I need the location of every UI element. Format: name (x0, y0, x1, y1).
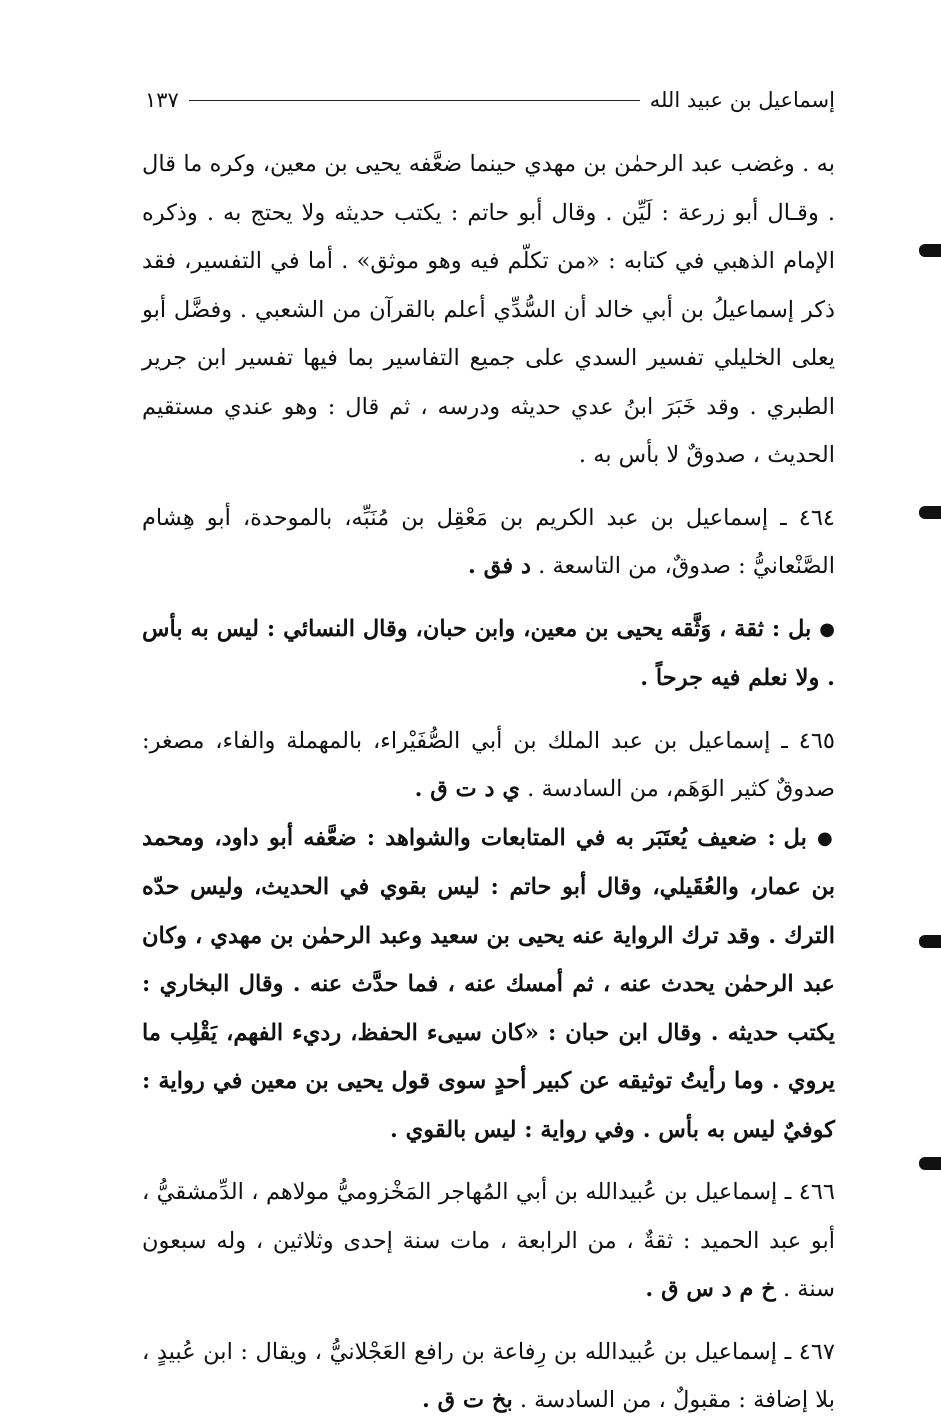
paragraph-text: به . وغضب عبد الرحمٰن بن مهدي حينما ضعَّفه يحيى بن معين، وكره ما قال . وقـال أبو زرعة : لَيِّن . وقال أبو حاتم : يكتب حديثه ولا يحتج به . وذكره الإمام الذهبي في كتابه : «من تكلّم فيه وهو موثق» . أما في التفسير، فقد ذكر إسماعيلُ بن أبي خالد أن السُّدِّي أعلم بالقرآن من الشعبي . وفضَّل أبو يعلى الخليلي تفسير السدي على جميع التفاسير بما فيها تفسير ابن جرير الطبري . وقد خَبَرَ ابنُ عدي حديثه ودرسه ، ثم قال : وهو عندي مستقيم الحديث ، صدوقٌ لا بأس به . (142, 151, 835, 468)
entry-text: ـ إسماعيل بن عُبيدالله بن رِفاعة بن رافع العَجْلانيُّ ، ويقال : ابن عُبيدٍ ، بلا إضافة : مقبولٌ ، من السادسة . (142, 1338, 835, 1413)
page-body (142, 140, 835, 1425)
thumb-tab-marker (919, 506, 941, 519)
thumb-tab-marker (919, 244, 941, 257)
paragraph-text: بل : ثقة ، وَثَّقه يحيى بن معين، وابن حبان، وقال النسائي : ليس به بأس . ولا نعلم فيه جرحاً . (142, 615, 835, 691)
page-number: ١٣٧ (145, 88, 179, 112)
bullet-icon: ● (817, 827, 835, 849)
entry-text: ـ إسماعيل بن عُبيدالله بن أبي المُهاجر المَخْزوميُّ مولاهم ، الدِّمشقيُّ ، أبو عبد الحميد : ثقةٌ ، من الرابعة ، مات سنة إحدى وثلاثين ، وله سبعون سنة . (142, 1179, 835, 1302)
commentary-paragraph (142, 140, 835, 480)
paragraph-text: بل : ضعيف يُعتَبَر به في المتابعات والشواهد : ضعَّفه أبو داود، ومحمد بن عمار، والعُقَيلي، وقال أبو حاتم : ليس بقوي في الحديث، وليس حدّه الترك . وقد ترك الرواية عنه يحيى بن سعيد وعبد الرحمٰن بن مهدي ، وكان عبد الرحمٰن يحدث عنه ، ثم أمسك عنه ، فما حدَّث عنه . وقال البخاري : يكتب حديثه . وقال ابن حبان : «كان سيىء الحفظ، رديء الفهم، يَقْلِب ما يروي . وما رأيتُ توثيقه عن كبير أحدٍ سوى قول يحيى بن معين في رواية : كوفيٌ ليس به بأس . وفي رواية : ليس بالقوي . (142, 824, 835, 1143)
entry-codes: بخ ت ق . (421, 1387, 513, 1413)
header-title: إسماعيل بن عبيد الله (649, 88, 835, 112)
entry-number: ٤٦٦ (798, 1179, 835, 1205)
header-rule (189, 100, 640, 101)
entry-465 (142, 717, 835, 814)
entry-number: ٤٦٥ (798, 727, 835, 754)
entry-number: ٤٦٤ (798, 504, 836, 531)
commentary-paragraph (142, 814, 835, 1155)
thumb-tab-marker (919, 1157, 941, 1170)
entry-466 (142, 1168, 835, 1314)
entry-codes: خ م د س ق . (645, 1276, 776, 1302)
entry-codes: د فق . (467, 553, 531, 579)
thumb-tab-marker (919, 935, 941, 948)
bullet-icon: ● (819, 618, 835, 640)
entry-number: ٤٦٧ (798, 1338, 835, 1365)
entry-text: ـ إسماعيل بن عبد الكريم بن مَعْقِل بن مُنَبِّه، بالموحدة، أبو هِشام الصَّنْعانيُّ : صدوقٌ، من التاسعة . (142, 504, 835, 579)
entry-467 (142, 1328, 835, 1425)
entry-codes: ي د ت ق . (414, 776, 520, 802)
commentary-paragraph (142, 605, 835, 703)
running-header (145, 80, 835, 120)
entry-text: ـ إسماعيل بن عبد الملك بن أبي الصُّفَيْراء، بالمهملة والفاء، مصغر: صدوقٌ كثير الوَهَم، من السادسة . (142, 727, 835, 802)
entry-464 (142, 494, 835, 591)
